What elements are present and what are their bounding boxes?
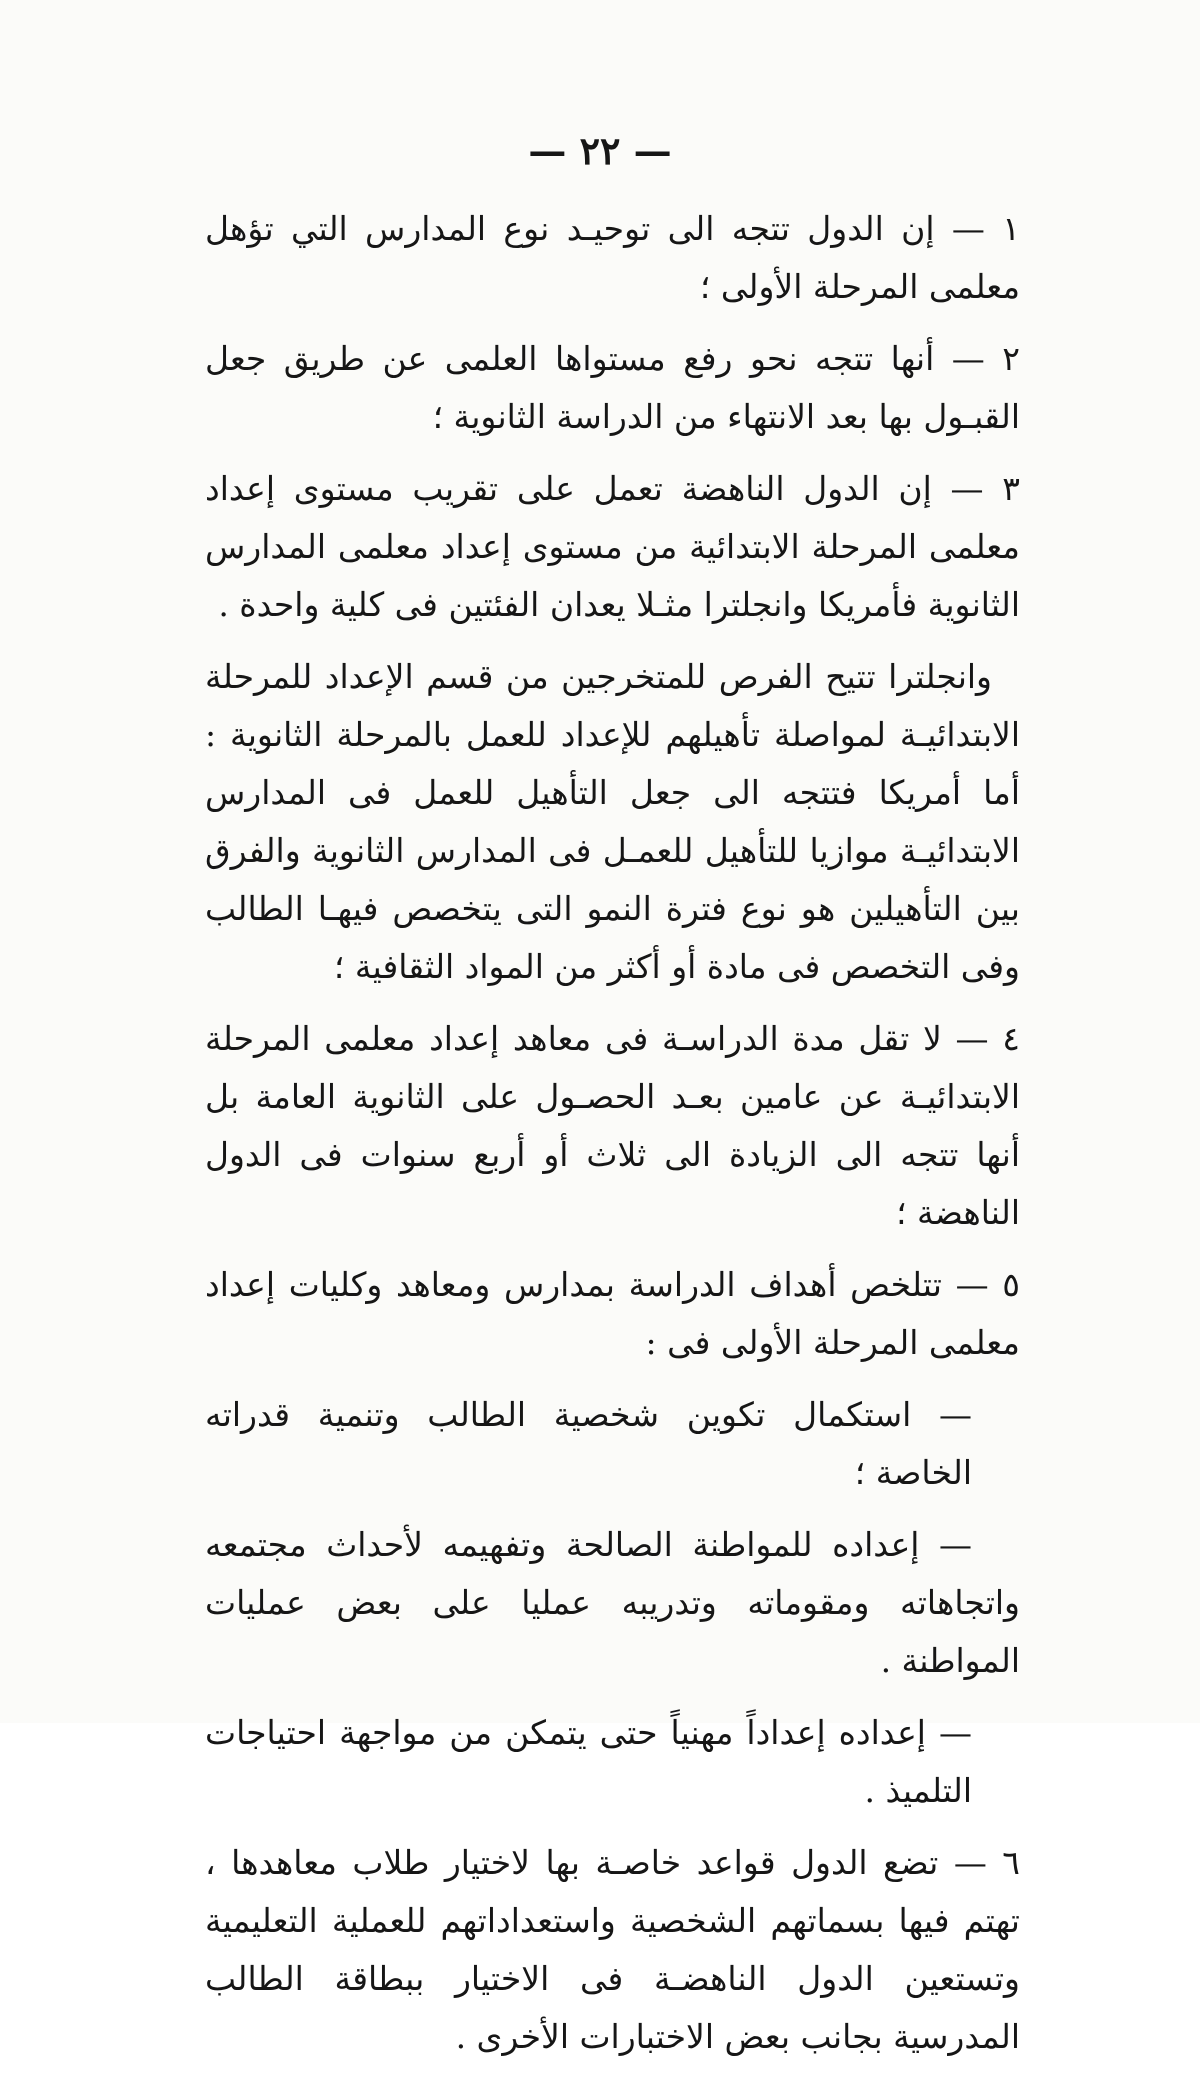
paragraph-item-2: ٢ — أنها تتجه نحو رفع مستواها العلمى عن طريق جعل القبـول بها بعد الانتهاء من الدراسة الثانوية ؛ bbox=[205, 339, 1020, 436]
paragraph-item-3-continuation: وانجلترا تتيح الفرص للمتخرجين من قسم الإعداد للمرحلة الابتدائيـة لمواصلة تأهيلهم للإعداد للعمل بالمرحلة الثانوية : أما أمريكا فتتجه الى جعل التأهيل للعمل فى المدارس الابتدائيـة موازيا للتأهيل للعمـل فى المدارس الثانوية والفرق بين التأهيلين هو نوع فترة النمو التى يتخصص فيهـا الطالب وفى التخصص فى مادة أو أكثر من المواد الثقافية ؛ bbox=[205, 657, 1020, 986]
paragraph-item-6: ٦ — تضع الدول قواعد خاصـة بها لاختيار طلاب معاهدها ، تهتم فيها بسماتهم الشخصية واستعداداتهم للعملية التعليمية وتستعين الدول الناهضـة فى الاختيار ببطاقة الطالب المدرسية بجانب بعض الاختبارات الأخرى . bbox=[205, 1843, 1020, 2056]
paragraph-item-3: ٣ — إن الدول الناهضة تعمل على تقريب مستوى إعداد معلمى المرحلة الابتدائية من مستوى إعداد معلمى المدارس الثانوية فأمريكا وانجلترا مثـلا يعدان الفئتين فى كلية واحدة . bbox=[205, 469, 1020, 624]
goal-item-1: — استكمال تكوين شخصية الطالب وتنمية قدراته الخاصة ؛ bbox=[205, 1395, 972, 1492]
paragraph-item-4: ٤ — لا تقل مدة الدراسـة فى معاهد إعداد معلمى المرحلة الابتدائيـة عن عامين بعـد الحصـول على الثانوية العامة بل أنها تتجه الى الزيادة الى ثلاث أو أربع سنوات فى الدول الناهضة ؛ bbox=[205, 1019, 1020, 1232]
goal-item-2: — إعداده للمواطنة الصالحة وتفهيمه لأحداث مجتمعه واتجاهاته ومقوماته وتدريبه عمليا على بعض عمليات المواطنة . bbox=[205, 1525, 1020, 1680]
page-number: — ٢٢ — bbox=[528, 128, 672, 173]
goal-item-3: — إعداده إعداداً مهنياً حتى يتمكن من مواجهة احتياجات التلميذ . bbox=[205, 1713, 972, 1810]
paragraph-item-1: ١ — إن الدول تتجه الى توحيـد نوع المدارس التي تؤهل معلمى المرحلة الأولى ؛ bbox=[205, 209, 1020, 306]
paragraph-item-5: ٥ — تتلخص أهداف الدراسة بمدارس ومعاهد وكليات إعداد معلمى المرحلة الأولى فى : bbox=[205, 1265, 1020, 1362]
body-text bbox=[205, 200, 1020, 2080]
